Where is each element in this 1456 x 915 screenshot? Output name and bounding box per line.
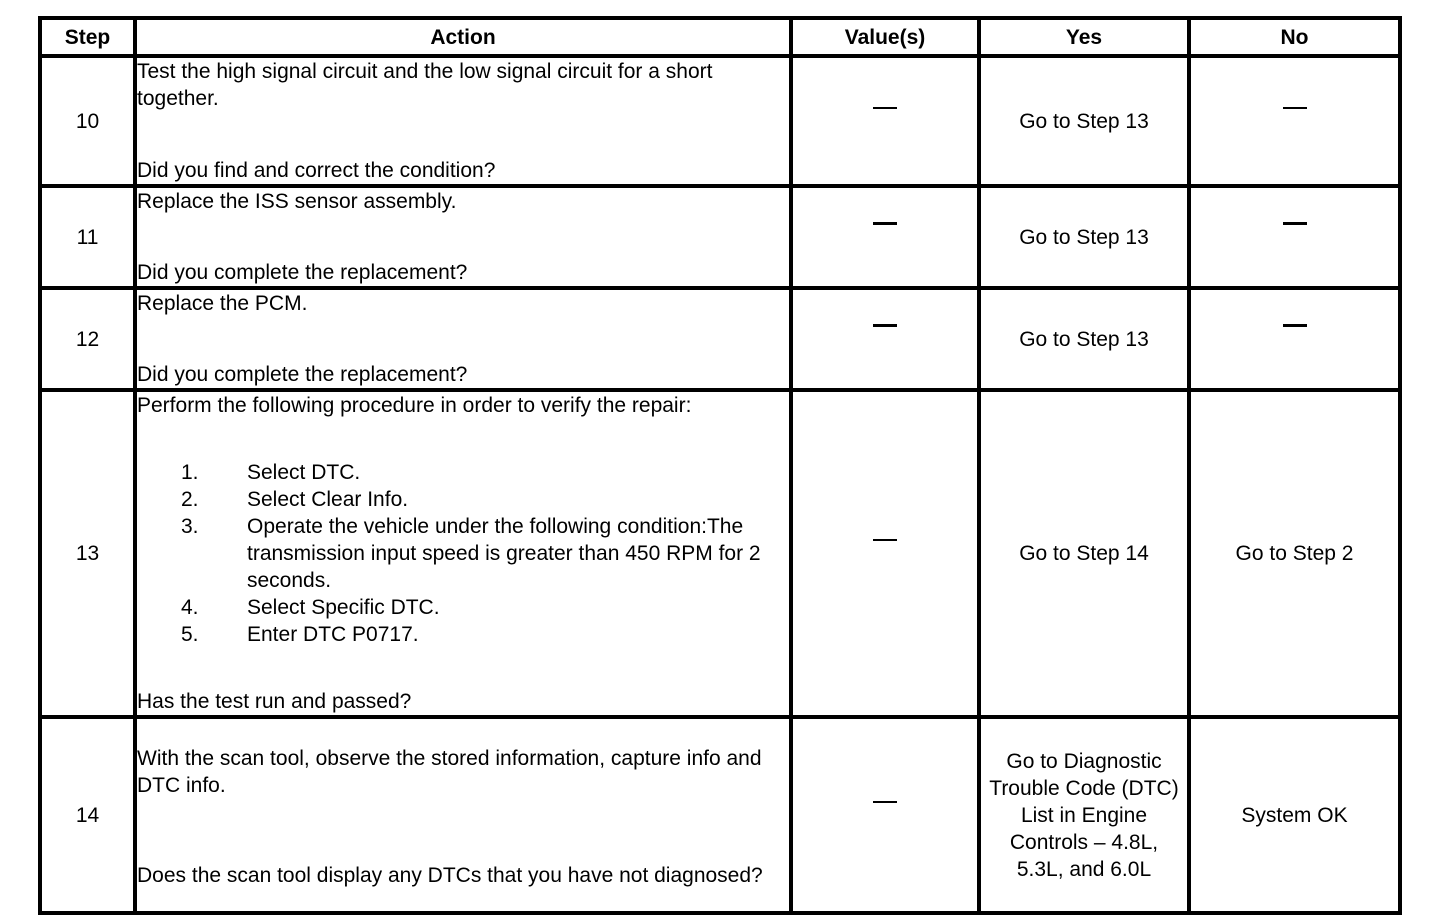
yes-cell: Go to Step 13 bbox=[979, 288, 1189, 390]
list-text: Select DTC. bbox=[247, 461, 361, 484]
value-dash bbox=[873, 107, 897, 136]
list-item bbox=[137, 621, 789, 648]
action-cell bbox=[135, 56, 791, 186]
yes-cell: Go to Step 14 bbox=[979, 390, 1189, 717]
procedure-list bbox=[137, 459, 789, 648]
question-text: Did you find and correct the condition? bbox=[137, 159, 496, 182]
list-item bbox=[137, 486, 789, 513]
question-text: Did you complete the replacement? bbox=[137, 363, 468, 386]
action-text: Test the high signal circuit and the low signal circuit for a short together. bbox=[137, 60, 713, 110]
action-text: Perform the following procedure in order to verify the repair: bbox=[137, 394, 692, 417]
action-text: Replace the ISS sensor assembly. bbox=[137, 190, 457, 213]
header-row bbox=[40, 18, 1400, 56]
yes-cell: Go to Step 13 bbox=[979, 186, 1189, 288]
question-text: Did you complete the replacement? bbox=[137, 261, 468, 284]
value-cell bbox=[791, 717, 979, 913]
action-text: Replace the PCM. bbox=[137, 292, 308, 315]
value-dash bbox=[873, 222, 897, 252]
header-step: Step bbox=[40, 18, 135, 56]
step-number: 13 bbox=[40, 390, 135, 717]
step-number: 11 bbox=[40, 186, 135, 288]
table-row bbox=[40, 288, 1400, 390]
header-yes: Yes bbox=[979, 18, 1189, 56]
yes-cell: Go to Diagnostic Trouble Code (DTC) List in Engine Controls – 4.8L, 5.3L, and 6.0L bbox=[979, 717, 1189, 913]
yes-cell: Go to Step 13 bbox=[979, 56, 1189, 186]
list-number: 4. bbox=[181, 596, 199, 619]
action-cell bbox=[135, 186, 791, 288]
list-item bbox=[137, 594, 789, 621]
question-text: Has the test run and passed? bbox=[137, 690, 412, 713]
table-row bbox=[40, 390, 1400, 717]
list-text: Operate the vehicle under the following condition:The transmission input speed is greater than 450 RPM for 2 seconds. bbox=[247, 515, 761, 592]
table-row bbox=[40, 717, 1400, 913]
action-text: With the scan tool, observe the stored information, capture info and DTC info. bbox=[137, 747, 762, 797]
no-cell: Go to Step 2 bbox=[1189, 390, 1400, 717]
no-dash bbox=[1283, 222, 1307, 252]
step-number: 12 bbox=[40, 288, 135, 390]
header-values: Value(s) bbox=[791, 18, 979, 56]
list-number: 5. bbox=[181, 623, 199, 646]
list-number: 2. bbox=[181, 488, 199, 511]
table-row bbox=[40, 186, 1400, 288]
list-number: 1. bbox=[181, 461, 199, 484]
step-number: 14 bbox=[40, 717, 135, 913]
list-text: Select Clear Info. bbox=[247, 488, 409, 511]
list-text: Enter DTC P0717. bbox=[247, 623, 419, 646]
list-item bbox=[137, 513, 789, 594]
value-cell bbox=[791, 186, 979, 288]
action-cell bbox=[135, 390, 791, 717]
no-dash bbox=[1283, 107, 1307, 136]
no-cell bbox=[1189, 288, 1400, 390]
no-dash bbox=[1283, 324, 1307, 354]
no-cell: System OK bbox=[1189, 717, 1400, 913]
list-text: Select Specific DTC. bbox=[247, 596, 440, 619]
no-cell bbox=[1189, 186, 1400, 288]
value-cell bbox=[791, 288, 979, 390]
list-number: 3. bbox=[181, 515, 199, 538]
value-dash bbox=[873, 324, 897, 354]
value-dash bbox=[873, 801, 897, 830]
action-cell bbox=[135, 288, 791, 390]
table-row bbox=[40, 56, 1400, 186]
value-cell bbox=[791, 56, 979, 186]
value-cell bbox=[791, 390, 979, 717]
diagnostic-table bbox=[38, 16, 1402, 915]
question-text: Does the scan tool display any DTCs that you have not diagnosed? bbox=[137, 864, 763, 887]
action-cell bbox=[135, 717, 791, 913]
header-action: Action bbox=[135, 18, 791, 56]
value-dash bbox=[873, 539, 897, 568]
no-cell bbox=[1189, 56, 1400, 186]
header-no: No bbox=[1189, 18, 1400, 56]
list-item bbox=[137, 459, 789, 486]
step-number: 10 bbox=[40, 56, 135, 186]
